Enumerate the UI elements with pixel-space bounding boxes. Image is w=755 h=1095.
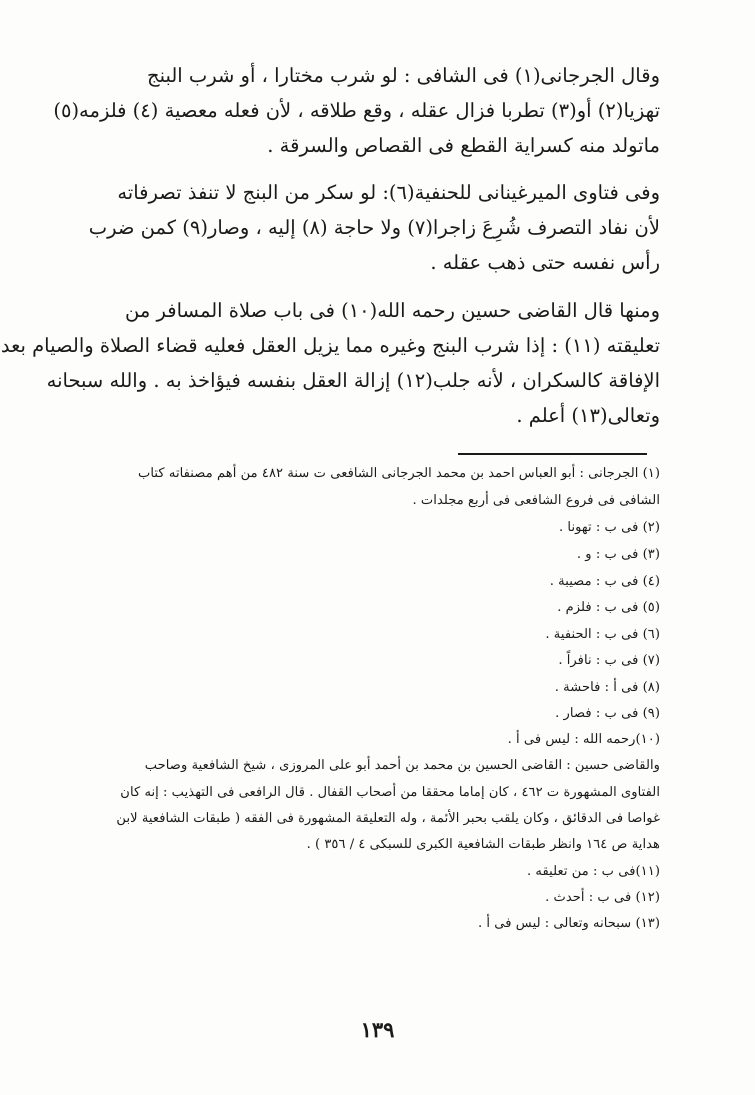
footnote-line: الفتاوى المشهورة ت ٤٦٢ ، كان إماما محققا من أصحاب القفال . قال الرافعى فى التهذيب : إنه كان <box>120 785 660 800</box>
footnote-line: (٣) فى ب : و . <box>576 547 660 562</box>
footnote-line: الشافى فى فروع الشافعى فى أربع مجلدات . <box>412 493 660 508</box>
text-line: وقال الجرجانى(١) فى الشافى : لو شرب مختارا ، أو شرب البنج <box>146 64 660 87</box>
footnote-line: (٤) فى ب : مصيبة . <box>549 574 660 589</box>
text-line: ماتولد منه كسراية القطع فى القصاص والسرقة . <box>267 134 660 157</box>
footnote-line: (١١)فى ب : من تعليقه . <box>527 864 660 879</box>
text-line: الإفاقة كالسكران ، لأنه جلب(١٢) إزالة العقل بنفسه فيؤاخذ به . والله سبحانه <box>46 369 660 392</box>
footnote-line: والقاضى حسين : القاضى الحسين بن محمد بن أحمد أبو على المروزى ، شيخ الشافعية وصاحب <box>144 758 660 773</box>
text-line: رأس نفسه حتى ذهب عقله . <box>430 251 660 274</box>
text-line: لأن نفاد التصرف شُرِعَ زاجرا(٧) ولا حاجة (٨) إليه ، وصار(٩) كمن ضرب <box>88 216 660 239</box>
text-line: وفى فتاوى الميرغينانى للحنفية(٦): لو سكر من البنج لا تنفذ تصرفاته <box>117 181 660 204</box>
footnote-line: (١٢) فى ب : أحدث . <box>545 890 660 905</box>
footnote-line: (٩) فى ب : فصار . <box>555 706 660 721</box>
text-line: ومنها قال القاضى حسين رحمه الله(١٠) فى باب صلاة المسافر من <box>125 299 660 322</box>
text-line: وتعالى(١٣) أعلم . <box>516 404 660 427</box>
text-line: تعليقته (١١) : إذا شرب البنج وغيره مما يزيل العقل فعليه قضاء الصلاة والصيام بعد <box>0 334 660 357</box>
footnote-line: (١) الجرجانى : أبو العباس احمد بن محمد الجرجانى الشافعى ت سنة ٤٨٢ من أهم مصنفاته كتاب <box>138 466 660 481</box>
footnote-line: هداية ص ١٦٤ وانظر طبقات الشافعية الكبرى للسبكى ٤ / ٣٥٦ ) . <box>306 837 660 852</box>
footnote-line: (٢) فى ب : تهونا . <box>559 520 660 535</box>
footnote-line: (٦) فى ب : الحنفية . <box>545 627 660 642</box>
footnote-line: (١٠)رحمه الله : ليس فى أ . <box>507 732 660 747</box>
page-number: ١٣٩ <box>360 1017 395 1042</box>
text-line: تهزيا(٢) أو(٣) تطربا فزال عقله ، وقع طلاقه ، لأن فعله معصية (٤) فلزمه(٥) <box>53 99 660 122</box>
footnote-line: (٥) فى ب : فلزم . <box>557 600 660 615</box>
footnote-line: (١٣) سبحانه وتعالى : ليس فى أ . <box>478 916 660 931</box>
footnote-line: (٨) فى أ : فاحشة . <box>554 680 660 695</box>
footnote-separator <box>458 453 647 455</box>
footnote-line: غواصا فى الدقائق ، وكان يلقب بحبر الأئمة ، وله التعليقة المشهورة فى الفقه ( طبقات الشافعية لابن <box>116 811 660 826</box>
footnote-line: (٧) فى ب : نافراً . <box>558 653 660 668</box>
